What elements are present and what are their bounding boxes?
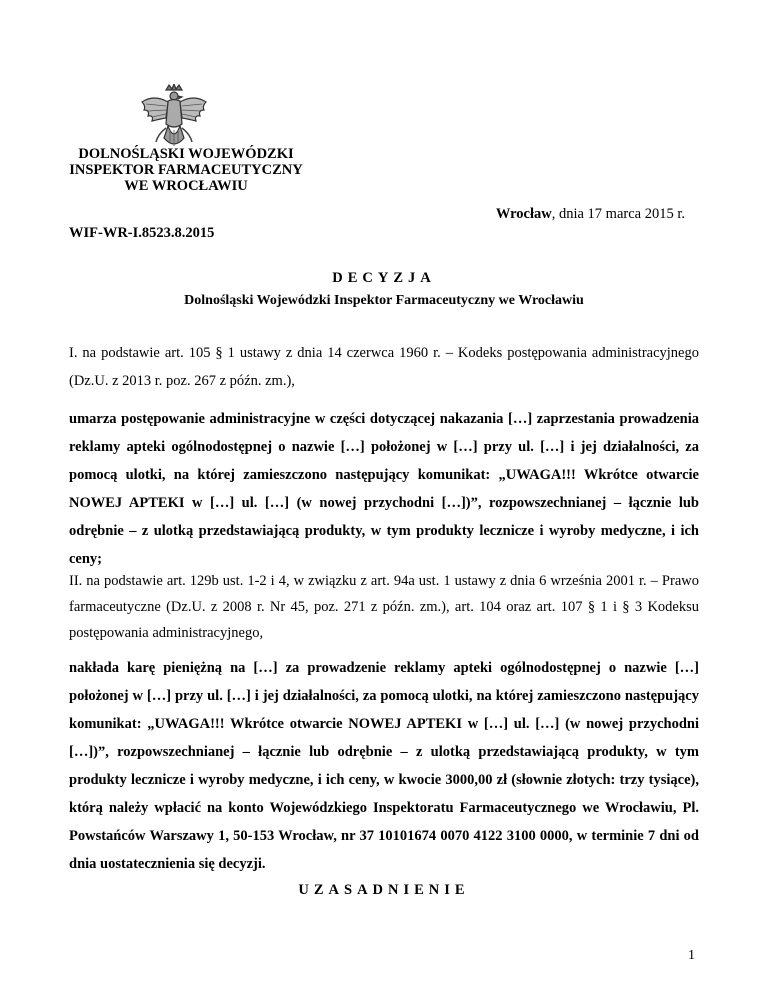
office-line-2: INSPEKTOR FARMACEUTYCZNY [69, 162, 303, 178]
date-city: Wrocław [495, 206, 552, 222]
date-text: , dnia 17 marca 2015 r. [551, 206, 685, 222]
office-line-3: WE WROCŁAWIU [124, 178, 248, 194]
office-line-1: DOLNOŚLĄSKI WOJEWÓDZKI [78, 146, 294, 162]
document-title: DECYZJA [332, 270, 436, 286]
case-signature: WIF-WR-I.8523.8.2015 [69, 225, 215, 241]
paragraph-penalty: nakłada karę pieniężną na […] za prowadzenie reklamy apteki ogólnodostępnej o nazwie […] położonej w […] przy ul. […] i jej działalności, za pomocą ulotki, na której zamieszczono następujący komunikat: „UWAGA!!! Wkrótce otwarcie NOWEJ APTEKI w […] ul. […] (w nowej przychodni […])”, rozpowszechnianej – łącznie lub odrębnie – z ulotką przedstawiającą produkty, w tym produkty lecznicze i wyroby medyczne, i ich ceny, w kwocie 3000,00 zł (słownie złotych: trzy tysiące), którą należy wpłacić na konto Wojewódzkiego Inspektoratu Farmaceutycznego we Wrocławiu, Pl. Powstańców Warszawy 1, 50-153 Wrocław, nr 37 10101674 0070 4122 3100 0000, w terminie 7 dni od dnia uostatecznienia się decyzji. [69, 660, 699, 872]
office-name [60, 146, 312, 194]
issuing-authority: Dolnośląski Wojewódzki Inspektor Farmaceutyczny we Wrocławiu [184, 293, 584, 308]
paragraph-discontinuation: umarza postępowanie administracyjne w części dotyczącej nakazania […] zaprzestania prowadzenia reklamy apteki ogólnodostępnej o nazwie […] położonej w […] przy ul. […] i jej działalności, za pomocą ulotki, na której zamieszczono następujący komunikat: „UWAGA!!! Wkrótce otwarcie NOWEJ APTEKI w […] ul. […] (w nowej przychodni […])”, rozpowszechnianej – łącznie lub odrębnie – z ulotką przedstawiającą produkty, w tym produkty lecznicze i wyroby medyczne, i ich ceny; [69, 411, 699, 567]
justification-heading: UZASADNIENIE [298, 882, 470, 898]
paragraph-legal-basis-1: I. na podstawie art. 105 § 1 ustawy z dnia 14 czerwca 1960 r. – Kodeks postępowania administracyjnego (Dz.U. z 2013 r. poz. 267 z późn. zm.), [69, 345, 699, 389]
document-date [496, 206, 685, 223]
paragraph-legal-basis-2: II. na podstawie art. 129b ust. 1-2 i 4, w związku z art. 94a ust. 1 ustawy z dnia 6 września 2001 r. – Prawo farmaceutyczne (Dz.U. z 2008 r. Nr 45, poz. 271 z późn. zm.), art. 104 oraz art. 107 § 1 i § 3 Kodeksu postępowania administracyjnego, [69, 573, 699, 641]
polish-eagle-emblem-icon [140, 84, 208, 154]
page-number: 1 [688, 948, 695, 963]
